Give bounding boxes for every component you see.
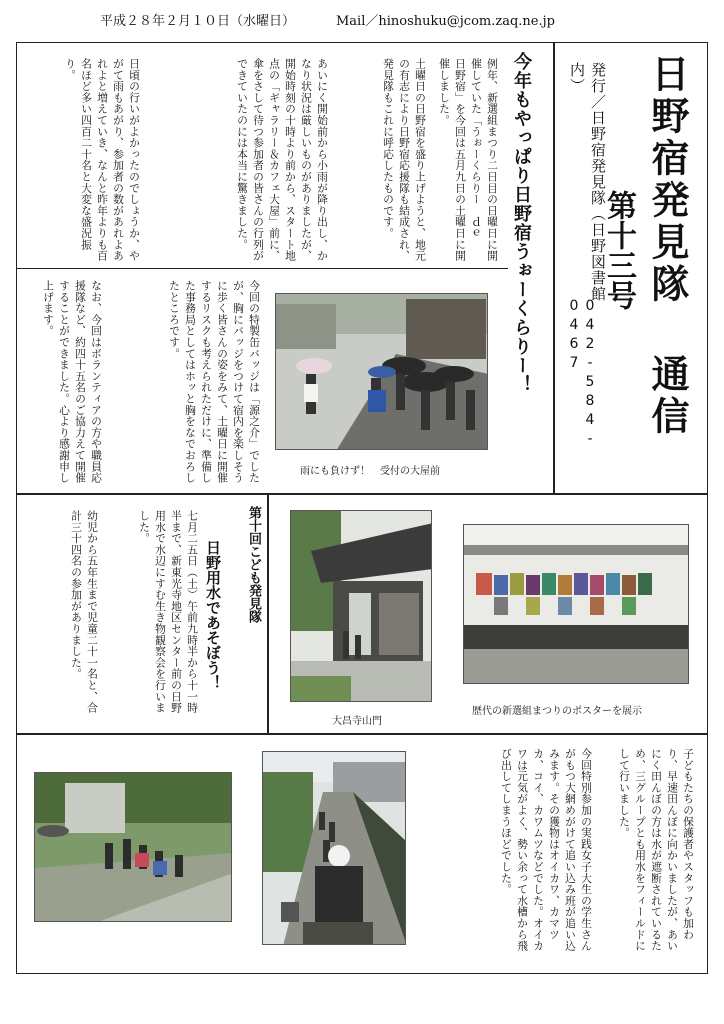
publisher: 発行／日野宿発見隊（日野図書館内）: [568, 62, 607, 302]
umbrella-photo-icon: [275, 293, 488, 450]
festival-paragraph: 今回の特製缶バッジは「源之介」でしたが、胸にバッジをつけて宿内を楽しそうに歩く皆さんの姿をみて、土曜日に開催するリスクも考えられただけに、準備した事務局としてはホッと胸をなでおろしたところです。: [168, 280, 261, 484]
festival-photo-caption: 雨にも負けず！ 受付の大屋前: [300, 466, 440, 477]
temple-gate-photo-icon: [290, 510, 432, 702]
kids-activity-paragraph: 今回特別参加の実践女子大生の学生さんがもつ大網めがけて追い込み班が追い込みます。その獲物はオイカワ、カマツカ、コイ、カワムツなどでした。オイカワは元気がよく、勢い余って水槽から飛び出してしまうほどでした。: [500, 748, 593, 952]
masthead-title: 日野宿発見隊 通信: [645, 54, 689, 438]
kids-activity-paragraph: 子どもたちの保護者やスタッフも加わり、早速田んぼに向かいましたが、あいにく田んぼの方は水が遮断されているため、三グループとも用水をフィールドにして行いました。: [618, 748, 695, 952]
canal-photo-icon: [262, 751, 406, 945]
posters-caption: 歴代の新選組まつりのポスターを展示: [472, 706, 642, 717]
kids-paragraph: 七月二五日（土）午前九時半から十一時半まで、新東光寺地区センター前の日野用水で水辺にすむ生き物観察会を行いました。: [138, 510, 199, 714]
gate-caption: 大昌寺山門: [332, 716, 382, 727]
kids-kicker: 第十回こども発見隊: [246, 506, 261, 623]
festival-paragraph: あいにく開始前から小雨が降り出し、かなり状況は厳しいものがありましたが、開始時刻の十時より前から、スタート地点の「ギャラリー＆カフェ大屋」前に、傘をさして待つ参加者の皆さんの行列ができていたのには本当に驚きました。: [236, 58, 329, 262]
poster-wall-photo-icon: [463, 524, 689, 684]
festival-headline: 今年もやっぱり日野宿うぉーくらりー！: [511, 52, 532, 394]
festival-paragraph: なお、今回はボランティアの方や職員応援隊など、約四十五名のご協力えて開催することができました。心より感謝申し上げます。: [42, 280, 103, 484]
phone-number: 042-584-0467: [566, 298, 598, 450]
kids-headline: 日野用水であそぼう！: [204, 540, 222, 690]
festival-paragraph: 日頃の行いがよかったのでしょうか、やがて雨もあがり、参加者の数があれよあれよと増えていき、なんと昨年よりも百名ほど多い四百二十名と大変な盛況振り。: [64, 58, 141, 262]
issue-number: 第十三号: [601, 190, 636, 310]
contact-mail: Mail／hinoshuku@jcom.zaq.ne.jp: [336, 14, 555, 29]
canal-photo-icon: [34, 772, 232, 922]
festival-paragraph: 例年、新選組まつり二日目の日曜日に開催していた「うぉーくらりー ｄｅ 日野宿」を今回は五月九日の土曜日に開催しました。: [438, 58, 499, 262]
kids-paragraph: 幼児から五年生まで児童二十一名と、合計三十四名の参加がありました。: [70, 510, 99, 714]
issue-date: 平成２８年２月１０日（水曜日）: [100, 14, 296, 29]
festival-paragraph: 土曜日の日野宿を盛り上げようと、地元の有志により日野宿応援隊も結成され、発見隊もこれに呼応したものです。: [382, 58, 427, 262]
